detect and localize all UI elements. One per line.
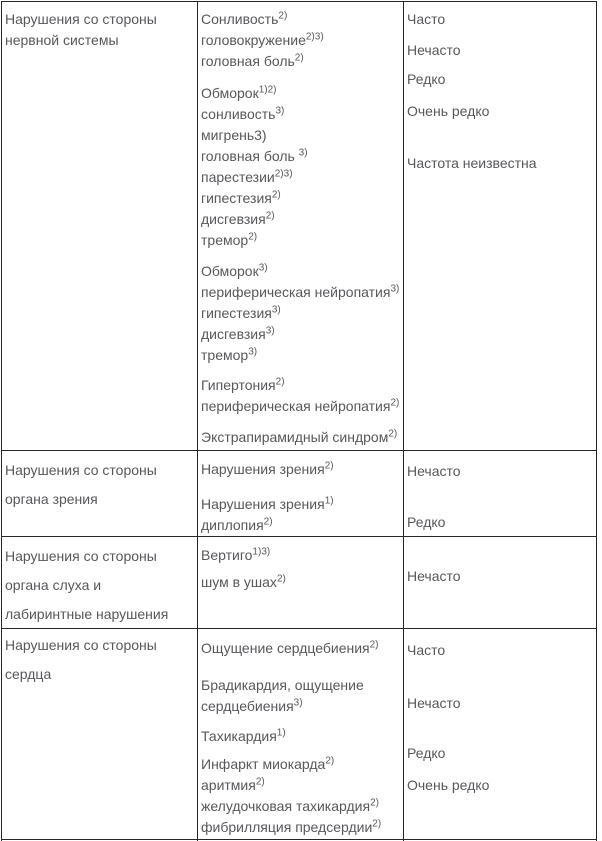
reactions-line: мигрень3) [201,127,267,143]
superscript-marker: 2) [324,460,334,472]
superscript-marker: 2) [278,10,288,22]
superscript-marker: 2) [265,210,275,222]
category-cell [2,451,198,537]
superscript-marker: 2) [271,189,281,201]
superscript-marker: 2) [263,516,273,528]
table-row [2,537,597,629]
superscript-marker: 2) [390,397,400,409]
superscript-marker: 1)2) [258,84,277,96]
category-line: лабиринтные нарушения [5,606,169,622]
frequency-line: Часто [407,642,446,658]
reactions-line: Вертиго$^{1)3)}$ [201,546,271,563]
reactions-line: Экстрапирамидный синдром$^{2)}$ [201,428,398,445]
reactions-line: Сонливость$^{2)}$ [201,10,288,27]
adverse-reactions-table [1,1,597,841]
superscript-marker: 2) [276,573,286,585]
reactions-line: Обморок$^{3)}$ [201,262,268,279]
frequency-line: Нечасто [407,42,461,58]
reactions-line: головная боль $^{3)}$ [201,147,308,164]
superscript-marker: 1)3) [252,546,271,558]
reactions-line: тремор$^{3)}$ [201,346,258,363]
frequency-line: Часто [407,11,446,27]
reactions-line: головная боль$^{2)}$ [201,52,304,69]
frequency-line: Нечасто [407,568,461,584]
reactions-line: гипестезия$^{2)}$ [201,189,281,206]
reactions-line: дисгевзия$^{3)}$ [201,325,275,342]
category-line: Нарушения со стороны [5,637,157,653]
frequency-cell [404,2,597,451]
reactions-line: периферическая нейропатия$^{2)}$ [201,397,400,414]
superscript-marker: 3) [275,105,285,117]
category-line: Нарушения со стороны [5,462,157,478]
superscript-marker: 2) [325,755,335,767]
table-row [2,629,597,840]
superscript-marker: 3) [248,346,258,358]
table-row [2,451,597,537]
reactions-cell [198,2,404,451]
reactions-line: периферическая нейропатия$^{3)}$ [201,283,400,300]
frequency-line: Частота неизвестна [407,155,537,171]
reactions-line: Ощущение сердцебиения$^{2)}$ [201,639,379,656]
reactions-line: дисгевзия$^{2)}$ [201,210,275,227]
category-line: Нарушения со стороны [5,11,157,27]
frequency-line: Нечасто [407,463,461,479]
reactions-cell [198,537,404,629]
reactions-line: Обморок$^{1)2)}$ [201,84,277,101]
superscript-marker: 3) [258,262,268,274]
category-line: сердца [5,666,52,682]
category-line: органа зрения [5,491,98,507]
table-row [2,2,597,451]
superscript-marker: 3) [390,283,400,295]
superscript-marker: 2) [369,639,379,651]
superscript-marker: 2)3) [305,31,324,43]
reactions-line: сонливость$^{3)}$ [201,105,285,122]
reactions-line: шум в ушах$^{2)}$ [201,573,286,590]
category-line: органа слуха и [5,577,102,593]
reactions-cell [198,451,404,537]
superscript-marker: 2)3) [274,168,293,180]
reactions-line: сердцебиения$^{3)}$ [201,697,303,714]
superscript-marker: 2) [248,231,258,243]
reactions-line: Нарушения зрения$^{1)}$ [201,495,334,512]
frequency-line: Редко [407,71,446,87]
frequency-line: Редко [407,514,446,530]
reactions-line: Брадикардия, ощущение [201,677,364,693]
reactions-line: фибрилляция предсердии$^{2)}$ [201,818,382,835]
superscript-marker: 2) [255,776,265,788]
reactions-line: Тахикардия$^{1)}$ [201,727,286,744]
frequency-cell [404,629,597,840]
reactions-line: Гипертония$^{2)}$ [201,376,285,393]
category-line: Нарушения со стороны [5,548,157,564]
reactions-cell [198,629,404,840]
reactions-line: Нарушения зрения$^{2)}$ [201,460,334,477]
superscript-marker: 2) [294,52,304,64]
superscript-marker: 1) [276,727,286,739]
superscript-marker: 2) [372,818,382,830]
superscript-marker: 2) [275,376,285,388]
superscript-marker: 3) [265,325,275,337]
reactions-line: желудочковая тахикардия$^{2)}$ [201,797,379,814]
frequency-line: Очень редко [407,103,490,119]
superscript-marker: 3) [298,147,308,159]
reactions-line: гипестезия$^{3)}$ [201,304,281,321]
category-line: нервной системы [5,32,119,48]
frequency-line: Нечасто [407,695,461,711]
frequency-line: Редко [407,745,446,761]
category-cell [2,2,198,451]
superscript-marker: 2) [388,428,398,440]
frequency-line: Очень редко [407,777,490,793]
frequency-cell [404,537,597,629]
reactions-line: головокружение$^{2)3)}$ [201,31,324,48]
category-cell [2,537,198,629]
reactions-line: парестезии$^{2)3)}$ [201,168,293,185]
reactions-line: Инфаркт миокарда$^{2)}$ [201,755,335,772]
superscript-marker: 3) [293,697,303,709]
reactions-line: аритмия$^{2)}$ [201,776,265,793]
reactions-line: диплопия$^{2)}$ [201,516,273,533]
superscript-marker: 3) [271,304,281,316]
category-cell [2,629,198,840]
superscript-marker: 2) [370,797,379,809]
reactions-line: тремор$^{2)}$ [201,231,258,248]
frequency-cell [404,451,597,537]
superscript-marker: 1) [324,495,334,507]
table-body [2,2,597,841]
